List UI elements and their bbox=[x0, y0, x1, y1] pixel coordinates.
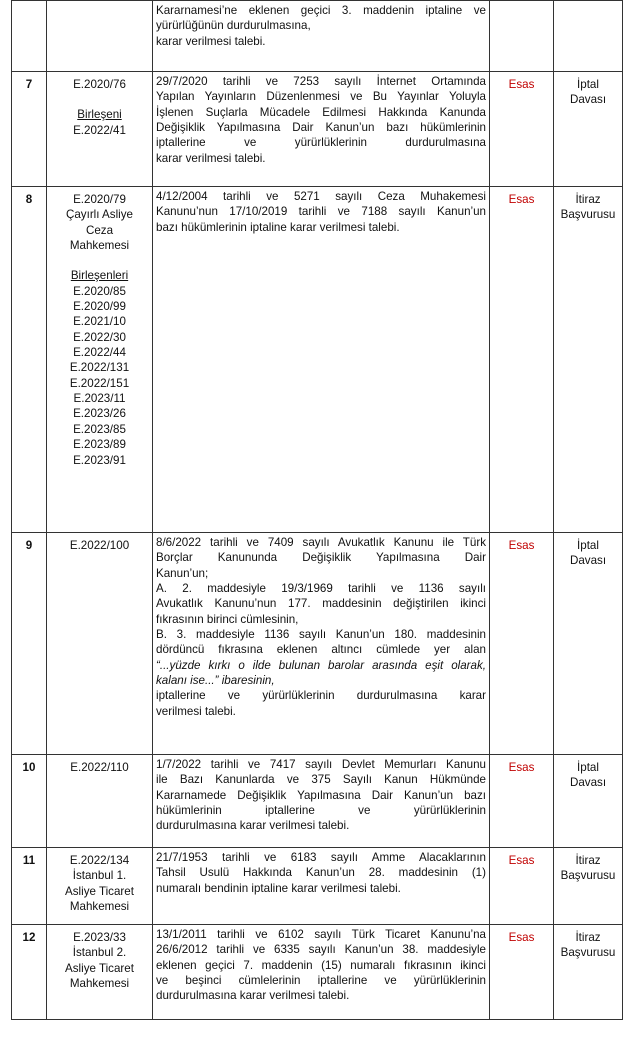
court-name: Mahkemesi bbox=[69, 900, 130, 914]
file-number: E.2022/110 bbox=[70, 761, 129, 774]
subject-line: karar verilmesi talebi. bbox=[156, 34, 266, 48]
row-number bbox=[12, 1, 47, 72]
file-number-cell bbox=[47, 848, 153, 925]
status-cell: Esas bbox=[490, 72, 554, 187]
status-cell: Esas bbox=[490, 925, 554, 1020]
quoted-phrase: “...yüzde kırkı o ilde bulunan barolar arasında eşit olarak, bbox=[156, 658, 486, 672]
subject-line: 13/1/2011 tarihli ve 6102 sayılı Türk Ticaret Kanunu’na bbox=[156, 928, 486, 941]
court-name: Asliye Ticaret bbox=[65, 961, 134, 975]
row-number: 9 bbox=[12, 533, 47, 755]
case-type-line: Başvurusu bbox=[560, 869, 616, 883]
row-number: 12 bbox=[12, 925, 47, 1020]
file-number: E.2023/33 bbox=[73, 931, 126, 944]
case-type-line: Başvurusu bbox=[560, 208, 616, 222]
merged-case-number: E.2023/11 bbox=[73, 392, 126, 406]
court-name: İstanbul 2. bbox=[72, 946, 127, 960]
subject-cell bbox=[153, 755, 490, 848]
case-type-line: İtiraz bbox=[575, 193, 601, 206]
file-number: E.2022/100 bbox=[69, 539, 130, 552]
case-type-line: Başvurusu bbox=[560, 946, 616, 960]
subject-line: Kararnamede Değişiklik Yapılmasına Dair Kanun’un bazı bbox=[156, 788, 486, 802]
case-type-cell bbox=[554, 1, 623, 72]
status-cell: Esas bbox=[490, 848, 554, 925]
merged-cases-label: Birleşenleri bbox=[70, 269, 129, 283]
merged-cases-label: Birleşeni bbox=[77, 108, 122, 122]
subject-line: durdurulmasına karar verilmesi talebi. bbox=[156, 989, 350, 1003]
row-number: 11 bbox=[12, 848, 47, 925]
case-type-line: İtiraz bbox=[575, 931, 601, 944]
table-row bbox=[12, 755, 623, 848]
file-number: E.2020/79 bbox=[73, 193, 126, 206]
subject-line: Değişiklik Yapılmasına Dair Kanun’un bazı hükümlerinin bbox=[156, 121, 486, 135]
subject-line: iptallerine ve yürürlüklerinin durdurulmasına karar bbox=[156, 689, 486, 703]
subject-cell bbox=[153, 187, 490, 533]
subject-line: Yapılan Yayınların Düzenlenmesi ve Bu Yayınlar Yoluyla bbox=[156, 90, 486, 104]
merged-case-number: E.2022/151 bbox=[69, 376, 130, 390]
merged-case-number: E.2023/91 bbox=[73, 453, 126, 467]
status-cell bbox=[490, 1, 554, 72]
subject-line: 8/6/2022 tarihli ve 7409 sayılı Avukatlık Kanunu ile Türk bbox=[156, 536, 486, 549]
subject-line: durdurulmasına karar verilmesi talebi. bbox=[156, 819, 350, 833]
quoted-phrase-end: kalanı ise...” ibaresinin, bbox=[156, 674, 275, 688]
file-number-cell bbox=[47, 187, 153, 533]
docket-table bbox=[11, 0, 623, 1020]
table-row bbox=[12, 72, 623, 187]
case-type-line: İtiraz bbox=[575, 854, 601, 867]
subject-line: ile Bazı Kanunlarda ve 375 Sayılı Kanun Hükmünde bbox=[156, 773, 486, 787]
subject-line: A. 2. maddesiyle 19/3/1969 tarihli ve 1136 sayılı bbox=[156, 582, 486, 596]
case-type-line: İptal bbox=[577, 78, 599, 91]
subject-line: 21/7/1953 tarihli ve 6183 sayılı Amme Alacaklarının bbox=[156, 851, 486, 864]
subject-line: bazı hükümlerinin iptaline karar verilmesi talebi. bbox=[156, 220, 400, 234]
subject-line: eklenen geçici 7. maddenin (15) numaralı fıkrasının ikinci bbox=[156, 958, 486, 972]
row-number: 8 bbox=[12, 187, 47, 533]
case-type-cell bbox=[554, 72, 623, 187]
court-name: Mahkemesi bbox=[69, 239, 130, 253]
file-number-cell bbox=[47, 925, 153, 1020]
case-type-cell bbox=[554, 848, 623, 925]
merged-case-number: E.2020/99 bbox=[73, 300, 126, 314]
row-number: 7 bbox=[12, 72, 47, 187]
subject-line: Tahsil Usulü Hakkında Kanun’un 28. maddesinin (1) bbox=[156, 866, 486, 880]
subject-cell bbox=[153, 1, 490, 72]
court-name: İstanbul 1. bbox=[72, 869, 127, 883]
merged-case-number: E.2022/131 bbox=[69, 361, 130, 375]
merged-case-number: E.2022/44 bbox=[73, 346, 126, 360]
subject-line: iptallerine ve yürürlüklerinin durdurulmasına bbox=[156, 136, 486, 150]
case-type-cell bbox=[554, 755, 623, 848]
subject-line: Kanunu’nun 17/10/2019 tarihli ve 7188 sayılı Kanun’un bbox=[156, 205, 486, 219]
case-type-line: İptal bbox=[577, 539, 599, 552]
subject-line: karar verilmesi talebi. bbox=[156, 151, 266, 165]
subject-line: ve beşinci cümlelerinin iptallerine ve yürürlüklerinin bbox=[156, 974, 486, 988]
case-type-line: Davası bbox=[569, 93, 607, 107]
status-cell: Esas bbox=[490, 187, 554, 533]
subject-line: Borçlar Kanununda Değişiklik Yapılmasına Dair bbox=[156, 551, 486, 565]
file-number-cell bbox=[47, 1, 153, 72]
subject-line: 1/7/2022 tarihli ve 7417 sayılı Devlet Memurları Kanunu bbox=[156, 758, 486, 771]
merged-case-number: E.2023/26 bbox=[73, 407, 126, 421]
merged-case-number: E.2022/41 bbox=[73, 123, 126, 137]
table-row bbox=[12, 848, 623, 925]
subject-line: 29/7/2020 tarihli ve 7253 sayılı İnternet Ortamında bbox=[156, 75, 486, 88]
subject-line: B. 3. maddesiyle 1136 sayılı Kanun’un 180. maddesinin bbox=[156, 628, 486, 642]
case-type-line: Davası bbox=[569, 554, 607, 568]
subject-line: Kanun’un; bbox=[156, 566, 209, 580]
file-number-cell bbox=[47, 533, 153, 755]
subject-cell bbox=[153, 72, 490, 187]
merged-case-number: E.2020/85 bbox=[73, 284, 126, 298]
case-type-line: İptal bbox=[577, 761, 599, 774]
case-type-cell bbox=[554, 533, 623, 755]
file-number: E.2020/76 bbox=[73, 78, 126, 91]
subject-line: Avukatlık Kanunu’nun 177. maddesinin değiştirilen ikinci bbox=[156, 597, 486, 611]
subject-cell bbox=[153, 533, 490, 755]
file-number: E.2022/134 bbox=[69, 854, 130, 867]
table-row bbox=[12, 925, 623, 1020]
subject-line bbox=[156, 673, 486, 688]
table-row bbox=[12, 187, 623, 533]
merged-case-number: E.2023/89 bbox=[73, 438, 126, 452]
row-number: 10 bbox=[12, 755, 47, 848]
subject-line: İşlenen Suçlarla Mücadele Edilmesi Hakkında Kanunda bbox=[156, 105, 486, 119]
file-number-cell bbox=[47, 72, 153, 187]
file-number-cell bbox=[47, 755, 153, 848]
merged-case-number: E.2022/30 bbox=[73, 330, 126, 344]
subject-line: 4/12/2004 tarihli ve 5271 sayılı Ceza Muhakemesi bbox=[156, 190, 486, 203]
court-name: Asliye Ticaret bbox=[65, 884, 134, 898]
subject-cell bbox=[153, 925, 490, 1020]
status-cell: Esas bbox=[490, 755, 554, 848]
table-row bbox=[12, 533, 623, 755]
table-row bbox=[12, 1, 623, 72]
case-type-cell bbox=[554, 187, 623, 533]
subject-line: fıkrasının birinci cümlesinin, bbox=[156, 612, 299, 626]
status-cell: Esas bbox=[490, 533, 554, 755]
subject-line: 26/6/2012 tarihli ve 6335 sayılı Kanun’un 38. maddesiyle bbox=[156, 943, 486, 957]
case-type-cell bbox=[554, 925, 623, 1020]
subject-line: hükümlerinin iptallerine ve yürürlüklerinin bbox=[156, 804, 486, 818]
court-name: Çayırlı Asliye bbox=[65, 208, 133, 222]
court-name: Ceza bbox=[85, 223, 114, 237]
subject-line: numaralı bendinin iptaline karar verilmesi talebi. bbox=[156, 881, 401, 895]
court-name: Mahkemesi bbox=[69, 977, 130, 991]
case-type-line: Davası bbox=[569, 776, 607, 790]
subject-cell bbox=[153, 848, 490, 925]
subject-line: yürürlüğünün durdurulmasına, bbox=[156, 19, 311, 33]
merged-case-number: E.2021/10 bbox=[73, 315, 126, 329]
subject-line: dördüncü fıkrasına eklenen altıncı cümlede yer alan bbox=[156, 643, 486, 657]
subject-line: verilmesi talebi. bbox=[156, 704, 236, 718]
subject-line: Kararnamesi’ne eklenen geçici 3. maddenin iptaline ve bbox=[156, 4, 486, 17]
merged-case-number: E.2023/85 bbox=[73, 422, 126, 436]
